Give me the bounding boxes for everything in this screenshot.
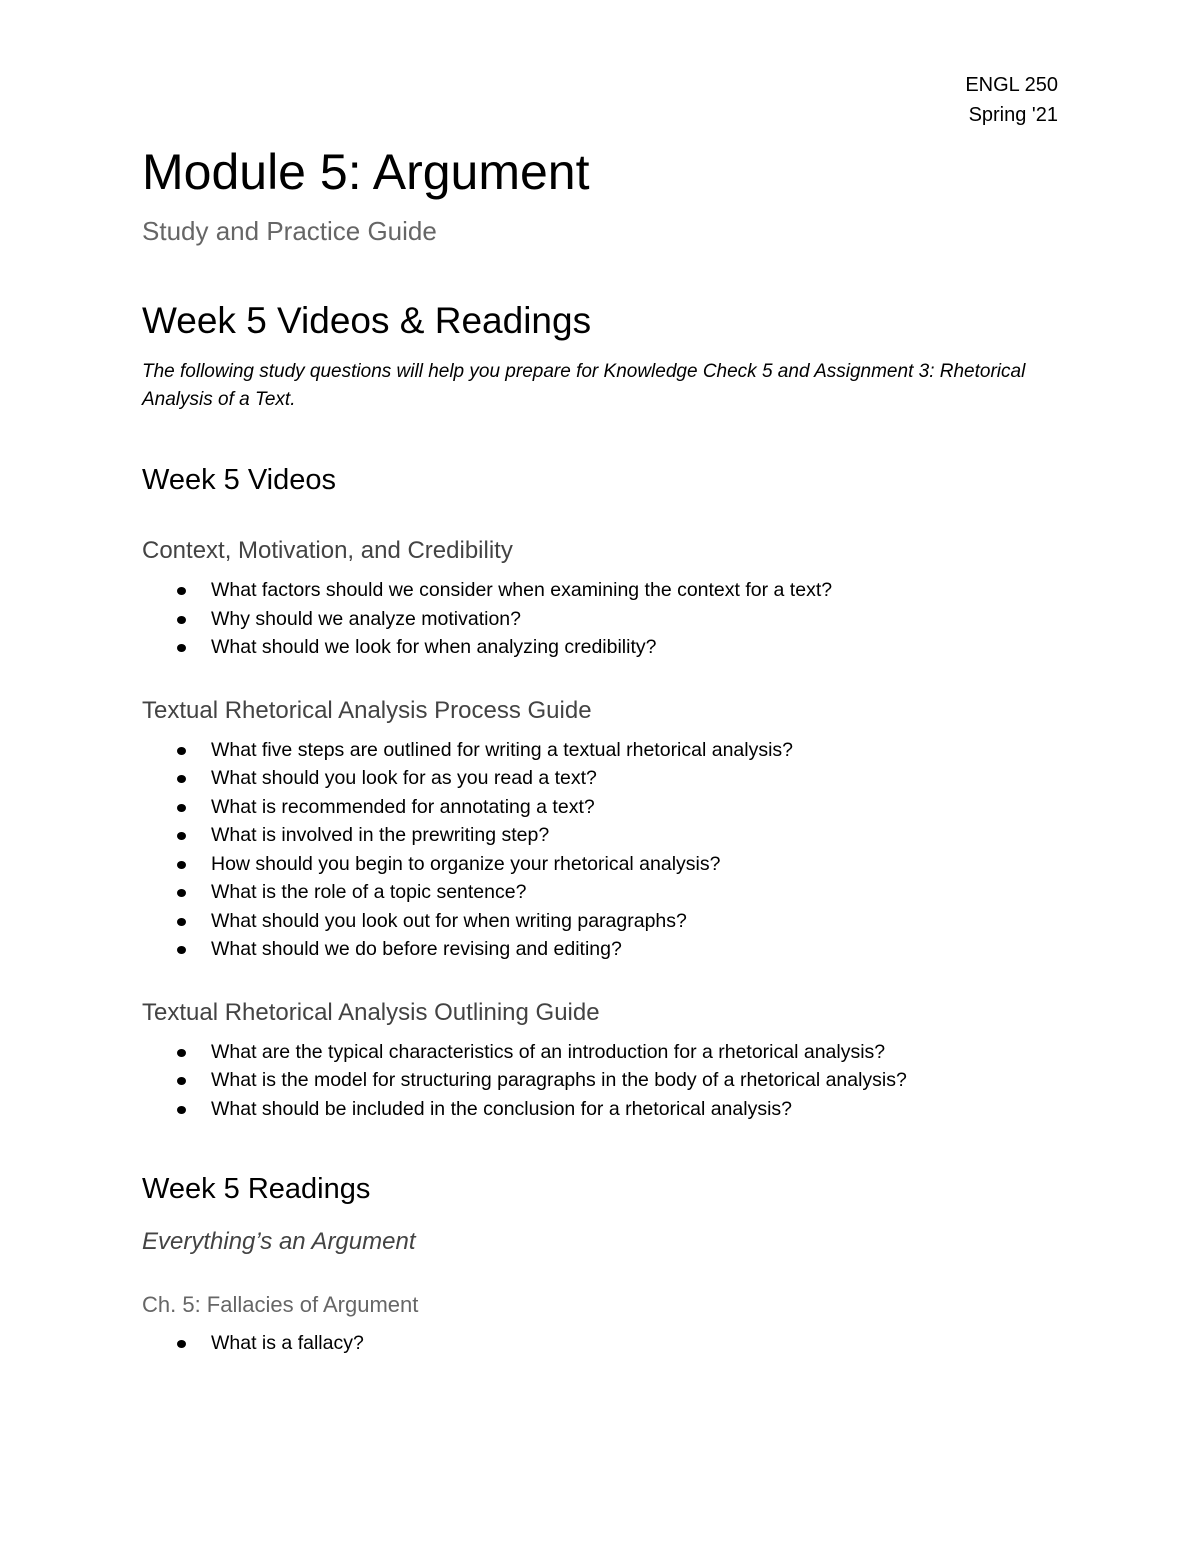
bullet-icon [177, 775, 186, 783]
bullet-icon [177, 861, 186, 869]
bullet-icon [177, 616, 186, 624]
readings-heading: Week 5 Readings [142, 1173, 371, 1205]
videos-heading: Week 5 Videos [142, 464, 336, 496]
question-text: What should you look out for when writing paragraphs? [211, 909, 687, 932]
bullet-icon [177, 1106, 186, 1114]
list-item [142, 605, 1058, 634]
list-item [142, 907, 1058, 936]
bullet-icon [177, 804, 186, 812]
question-text: What are the typical characteristics of an introduction for a rhetorical analysis? [211, 1040, 886, 1063]
group-heading-outlining-guide: Textual Rhetorical Analysis Outlining Guide [142, 998, 600, 1026]
question-list-process-guide [142, 736, 1058, 964]
document-subtitle: Study and Practice Guide [142, 216, 437, 246]
list-item [142, 1095, 1058, 1124]
question-text: What is the role of a topic sentence? [211, 881, 527, 903]
section-heading: Week 5 Videos & Readings [142, 300, 592, 341]
list-item [142, 821, 1058, 850]
bullet-icon [177, 587, 186, 595]
question-text: What is recommended for annotating a text? [211, 795, 595, 818]
question-text: What should you look for as you read a text? [211, 767, 597, 789]
list-item [142, 935, 1058, 964]
bullet-icon [177, 889, 186, 897]
list-item [142, 1329, 1058, 1358]
document-body [142, 140, 1058, 1358]
list-item [142, 1038, 1058, 1067]
course-term: Spring '21 [968, 104, 1058, 126]
list-item [142, 633, 1058, 662]
bullet-icon [177, 747, 186, 755]
list-item [142, 576, 1058, 605]
course-code: ENGL 250 [965, 74, 1058, 96]
question-text: What is involved in the prewriting step? [211, 824, 550, 846]
question-text: What is a fallacy? [211, 1332, 364, 1354]
group-heading-process-guide: Textual Rhetorical Analysis Process Guide [142, 696, 592, 724]
course-info [965, 70, 1058, 130]
question-text: What five steps are outlined for writing a textual rhetorical analysis? [211, 738, 794, 761]
bullet-icon [177, 644, 186, 652]
intro-paragraph: The following study questions will help you prepare for Knowledge Check 5 and Assignment 3: Rhetorical Analysis of a Text. [142, 361, 1026, 410]
list-item [142, 1066, 1058, 1095]
question-list-chapter [142, 1329, 1058, 1358]
question-text: What factors should we consider when examining the context for a text? [211, 579, 833, 601]
chapter-heading: Ch. 5: Fallacies of Argument [142, 1292, 419, 1317]
question-list-context [142, 576, 1058, 662]
question-list-outlining-guide [142, 1038, 1058, 1124]
list-item [142, 736, 1058, 765]
bullet-icon [177, 832, 186, 840]
bullet-icon [177, 1049, 186, 1057]
question-text: What should we look for when analyzing credibility? [211, 636, 657, 658]
book-title: Everything’s an Argument [142, 1228, 416, 1255]
list-item [142, 764, 1058, 793]
list-item [142, 878, 1058, 907]
bullet-icon [177, 1340, 186, 1348]
question-text: How should you begin to organize your rhetorical analysis? [211, 852, 721, 875]
bullet-icon [177, 918, 186, 926]
document-title: Module 5: Argument [142, 144, 590, 200]
question-text: Why should we analyze motivation? [211, 607, 521, 630]
question-text: What should be included in the conclusion for a rhetorical analysis? [211, 1097, 793, 1120]
list-item [142, 850, 1058, 879]
list-item [142, 793, 1058, 822]
bullet-icon [177, 946, 186, 954]
bullet-icon [177, 1077, 186, 1085]
group-heading-context: Context, Motivation, and Credibility [142, 537, 513, 564]
question-text: What should we do before revising and editing? [211, 938, 622, 960]
question-text: What is the model for structuring paragraphs in the body of a rhetorical analysis? [211, 1069, 907, 1091]
